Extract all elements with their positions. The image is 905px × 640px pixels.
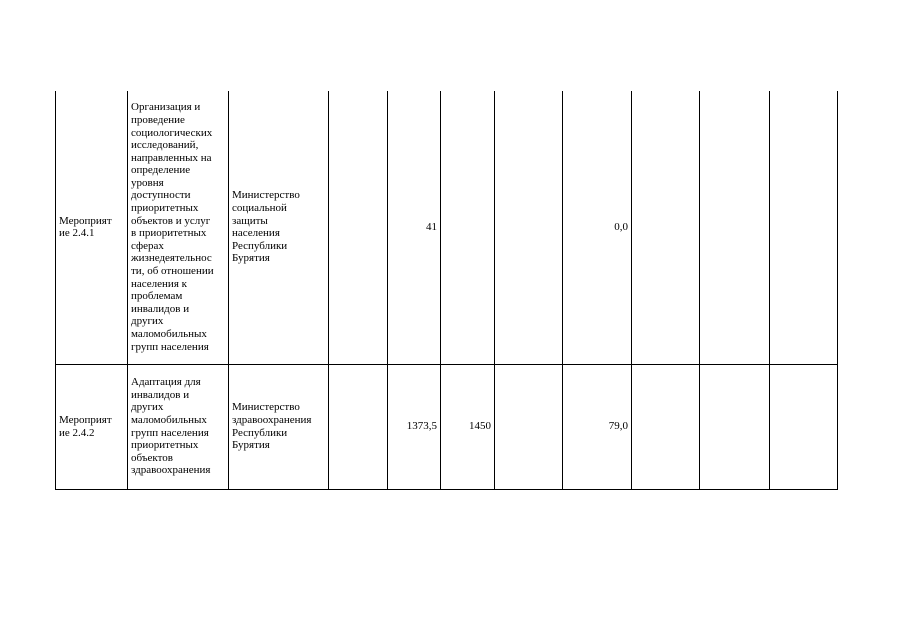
measure-code-cell	[56, 91, 128, 364]
value-cell	[495, 91, 563, 364]
executor-line: Республики	[232, 239, 288, 252]
measure-code-line: Мероприят	[59, 214, 112, 227]
value-cell	[329, 91, 388, 364]
description-line: здравоохранения	[131, 464, 211, 477]
table-row	[56, 364, 838, 489]
description-line: инвалидов и	[131, 388, 190, 401]
executor-line: населения	[232, 227, 280, 240]
measure-code-line: ие 2.4.1	[59, 227, 95, 240]
description-line: жизнедеятельнос	[131, 252, 212, 265]
value-cell	[770, 364, 838, 489]
description-line: определение	[131, 164, 191, 177]
value-cell	[441, 91, 495, 364]
executor-line: Бурятия	[232, 439, 270, 452]
value-cell	[700, 91, 770, 364]
description-line: объектов	[131, 451, 173, 464]
executor-line: Республики	[232, 426, 288, 439]
value-cell	[632, 364, 700, 489]
value-cell: 41	[388, 91, 441, 364]
measure-code-cell	[56, 364, 128, 489]
value-cell: 1373,5	[388, 364, 441, 489]
description-line: социологических	[131, 126, 213, 139]
description-line: маломобильных	[131, 328, 207, 340]
executor-line: защиты	[232, 214, 268, 227]
description-line: объектов и услуг	[131, 214, 211, 227]
description-line: Адаптация для	[131, 376, 201, 389]
executor-line: Министерство	[232, 401, 300, 414]
description-line: проблемам	[131, 290, 183, 303]
value-cell	[632, 91, 700, 364]
value-cell	[495, 364, 563, 489]
description-line: сферах	[131, 239, 164, 252]
description-line: других	[131, 315, 164, 328]
measure-code-line: ие 2.4.2	[59, 426, 95, 439]
executor-cell	[229, 364, 329, 489]
executor-line: здравоохранения	[232, 413, 312, 426]
executor-cell	[229, 91, 329, 364]
measure-code-line: Мероприят	[59, 413, 112, 426]
description-line: групп населения	[131, 340, 209, 353]
value-cell	[700, 364, 770, 489]
description-line: других	[131, 401, 164, 414]
description-line: Организация и	[131, 101, 201, 114]
description-line: направленных на	[131, 151, 212, 164]
description-line: проведение	[131, 113, 185, 126]
description-line: приоритетных	[131, 439, 199, 452]
value-cell: 0,0	[563, 91, 632, 364]
value-cell: 79,0	[563, 364, 632, 489]
description-line: в приоритетных	[131, 227, 207, 240]
description-line: ти, об отношении	[131, 265, 214, 278]
measure-description-cell	[128, 91, 229, 364]
program-measures-table	[55, 91, 838, 490]
executor-line: социальной	[232, 202, 287, 215]
executor-line: Бурятия	[232, 252, 270, 265]
value-cell	[770, 91, 838, 364]
description-line: приоритетных	[131, 202, 199, 215]
description-line: маломобильных	[131, 413, 207, 426]
description-line: исследований,	[131, 139, 199, 152]
description-line: доступности	[131, 189, 191, 202]
executor-line: Министерство	[232, 189, 300, 202]
description-line: инвалидов и	[131, 302, 190, 315]
measure-description-cell	[128, 364, 229, 489]
description-line: групп населения	[131, 426, 209, 439]
value-cell	[329, 364, 388, 489]
table-row	[56, 91, 838, 364]
description-line: уровня	[131, 176, 164, 189]
value-cell: 1450	[441, 364, 495, 489]
description-line: населения к	[131, 277, 187, 290]
